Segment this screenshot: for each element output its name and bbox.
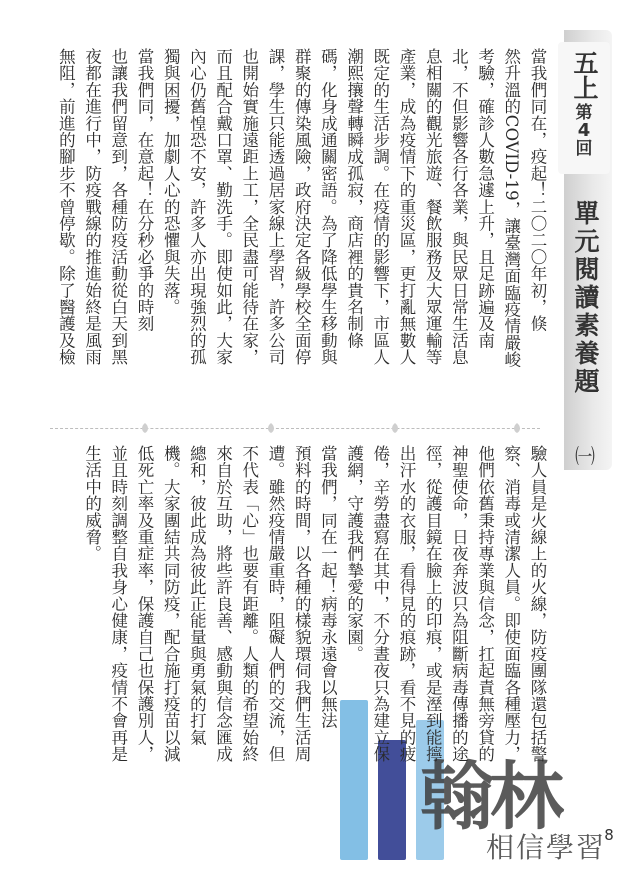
text-column: 而且配合戴口罩、勤洗手。即使如此，大家 xyxy=(213,48,233,366)
round-prefix: 第 xyxy=(575,103,593,123)
text-column: 然升溫的COVID-19，讓臺灣面臨疫情嚴峻 xyxy=(501,48,521,368)
text-column: 產業，成為疫情下的重災區，更打亂無數人 xyxy=(397,48,416,366)
text-column: 神聖使命，日夜奔波只為阻斷病毒傳播的途 xyxy=(449,445,469,763)
text-column: 也開始實施遠距上工，全民盡可能待在家， xyxy=(239,48,259,366)
text-column: 察、消毒或清潔人員。即使面臨各種壓力， xyxy=(501,445,521,763)
text-column: 也讓我們留意到，各種防疫活動從白天到黑 xyxy=(108,48,128,366)
text-column: 獨與困擾，加劇人心的恐懼與失落。 xyxy=(161,48,181,316)
text-column: 無阻，前進的腳步不曾停歇。除了醫護及檢 xyxy=(56,48,76,366)
text-column: 當我們同在，疫起！二〇二〇年初，倏 xyxy=(528,48,547,332)
unit-title: 單元閱讀素養題 xyxy=(571,200,600,396)
text-column: 群聚的傳染風險，政府決定各級學校全面停 xyxy=(292,48,312,366)
text-column: 總和，彼此成為彼此正能量與勇氣的打氣 xyxy=(187,445,207,746)
text-column: 出汗水的衣服，看得見的痕跡，看不見的疲 xyxy=(397,445,416,763)
page-number: 8 xyxy=(604,826,614,844)
text-column: 護網，守護我們摯愛的家園。 xyxy=(344,445,364,663)
grade-label: 五上 xyxy=(570,50,599,100)
text-column: 內心仍舊惶恐不安，許多人亦出現強烈的孤 xyxy=(187,48,207,366)
text-column: 低死亡率及重症率，保護自己也保護別人， xyxy=(135,445,154,763)
text-column: 不代表「心」也要有距離。人類的希望始終 xyxy=(239,445,259,763)
text-column: 遭。雖然疫情嚴重時，阻礙人們的交流，但 xyxy=(266,445,285,763)
text-column: 並且時刻調整自我身心健康，疫情不會再是 xyxy=(108,445,128,763)
text-column: 當我們同，在意起！在分秒必爭的時刻 xyxy=(135,48,154,332)
logo-bar xyxy=(340,700,368,860)
leaf-icon xyxy=(512,422,522,434)
leaf-icon xyxy=(266,422,276,434)
text-column: 他們依舊秉持專業與信念，扛起責無旁貸的 xyxy=(475,445,495,763)
leaf-icon xyxy=(390,422,400,434)
text-column: 來自於互助，將些許良善、感動與信念匯成 xyxy=(213,445,233,763)
publisher-logo-text: 翰林 xyxy=(420,754,560,840)
text-column: 機。大家團結共同防疫，配合施打疫苗以減 xyxy=(161,445,181,763)
text-column: 倦，辛勞盡寫在其中，不分晝夜只為建立保 xyxy=(370,445,390,763)
text-column: 驗人員是火線上的火線，防疫團隊還包括警 xyxy=(528,445,547,763)
section-divider xyxy=(50,428,540,429)
text-column: 夜都在進行中，防疫戰線的推進始終是風雨 xyxy=(82,48,102,366)
text-column: 既定的生活步調。在疫情的影響下，市區人 xyxy=(370,48,390,366)
round-number: 4 xyxy=(577,120,591,141)
text-column: 息相關的觀光旅遊、餐飲服務及大眾運輸等 xyxy=(423,48,443,366)
text-column: 預料的時間，以各種的樣貌環伺我們生活周 xyxy=(292,445,312,763)
text-column: 潮熙攘聲轉瞬成孤寂，商店裡的貴名制條 xyxy=(344,48,364,349)
part-number: ㈠ xyxy=(575,444,595,468)
text-column: 當我們，同在一起！病毒永遠會以無法 xyxy=(318,445,338,729)
text-column: 考驗，確診人數急遽上升，且足跡遍及南 xyxy=(475,48,495,349)
text-column: 徑，從護目鏡在臉上的印痕，或是溼到能擰 xyxy=(423,445,443,763)
title-box xyxy=(558,42,610,174)
leaf-icon xyxy=(140,422,150,434)
text-column: 生活中的威脅。 xyxy=(82,445,102,562)
round-suffix: 回 xyxy=(575,139,593,159)
text-column: 北，不但影響各行各業，與民眾日常生活息 xyxy=(449,48,469,366)
publisher-tagline: 相信學習 xyxy=(486,831,607,864)
text-column: 碼，化身成通關密語。為了降低學生移動與 xyxy=(318,48,338,366)
text-column: 課，學生只能透過居家線上學習，許多公司 xyxy=(266,48,285,366)
